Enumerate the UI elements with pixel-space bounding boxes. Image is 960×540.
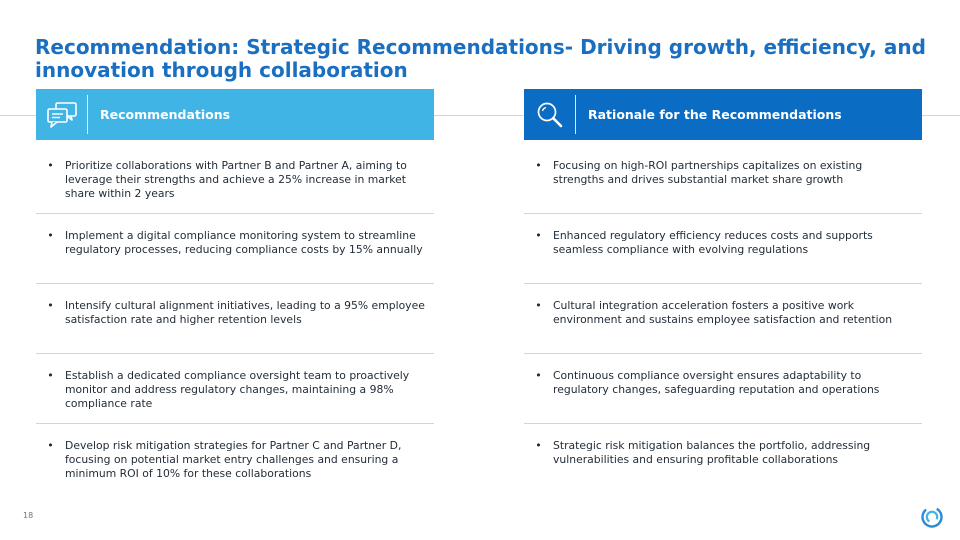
list-item <box>36 144 434 214</box>
rationale-text: Strategic risk mitigation balances the portfolio, addressing vulnerabilities and ensuring profitable collaborations <box>553 439 871 466</box>
rationale-header-label: Rationale for the Recommendations <box>588 107 842 122</box>
header-rule-middle <box>434 115 523 116</box>
recommendations-list <box>36 144 434 494</box>
list-item <box>36 354 434 424</box>
brand-logo-icon <box>920 505 944 529</box>
bullet: • <box>47 369 54 382</box>
rationale-list <box>524 144 922 494</box>
recommendations-header-label: Recommendations <box>100 107 231 122</box>
bullet: • <box>535 369 542 382</box>
page-number: 18 <box>23 511 34 520</box>
bullet: • <box>47 299 54 312</box>
header-divider <box>87 95 88 134</box>
rationale-text: Focusing on high-ROI partnerships capitalizes on existing strengths and drives substantial market share growth <box>553 159 863 186</box>
list-item <box>524 214 922 284</box>
recommendation-text: Develop risk mitigation strategies for Partner C and Partner D, focusing on potential market entry challenges and ensuring a minimum ROI of 10% for these collaborations <box>65 439 402 480</box>
rationale-text: Cultural integration acceleration fosters a positive work environment and sustains employee satisfaction and retention <box>553 299 893 326</box>
bullet: • <box>535 299 542 312</box>
recommendation-text: Intensify cultural alignment initiatives, leading to a 95% employee satisfaction rate and higher retention levels <box>65 299 425 326</box>
bullet: • <box>47 229 54 242</box>
list-item <box>524 354 922 424</box>
header-rule-right <box>922 115 960 116</box>
list-item <box>524 424 922 494</box>
recommendation-text: Establish a dedicated compliance oversight team to proactively monitor and address regulatory changes, maintaining a 98% compliance rate <box>65 369 410 410</box>
list-item <box>36 284 434 354</box>
bullet: • <box>47 159 54 172</box>
list-item <box>36 424 434 494</box>
rationale-text: Enhanced regulatory efficiency reduces costs and supports seamless compliance with evolving regulations <box>553 229 873 256</box>
list-item <box>524 284 922 354</box>
list-item <box>36 214 434 284</box>
chat-bubbles-icon <box>36 89 87 140</box>
list-item <box>524 144 922 214</box>
header-rule-left <box>0 115 36 116</box>
bullet: • <box>47 439 54 452</box>
recommendation-text: Implement a digital compliance monitoring system to streamline regulatory processes, reducing compliance costs by 15% annually <box>65 229 423 256</box>
bullet: • <box>535 439 542 452</box>
bullet: • <box>535 159 542 172</box>
rationale-text: Continuous compliance oversight ensures adaptability to regulatory changes, safeguarding reputation and operations <box>553 369 880 396</box>
recommendations-header <box>36 89 434 140</box>
recommendation-text: Prioritize collaborations with Partner B and Partner A, aiming to leverage their strengths and achieve a 25% increase in market share within 2 years <box>65 159 407 200</box>
slide-title: Recommendation: Strategic Recommendations- Driving growth, efficiency, and innovation through collaboration <box>35 35 926 82</box>
header-divider <box>575 95 576 134</box>
rationale-header <box>524 89 922 140</box>
bullet: • <box>535 229 542 242</box>
magnifier-icon <box>524 89 575 140</box>
